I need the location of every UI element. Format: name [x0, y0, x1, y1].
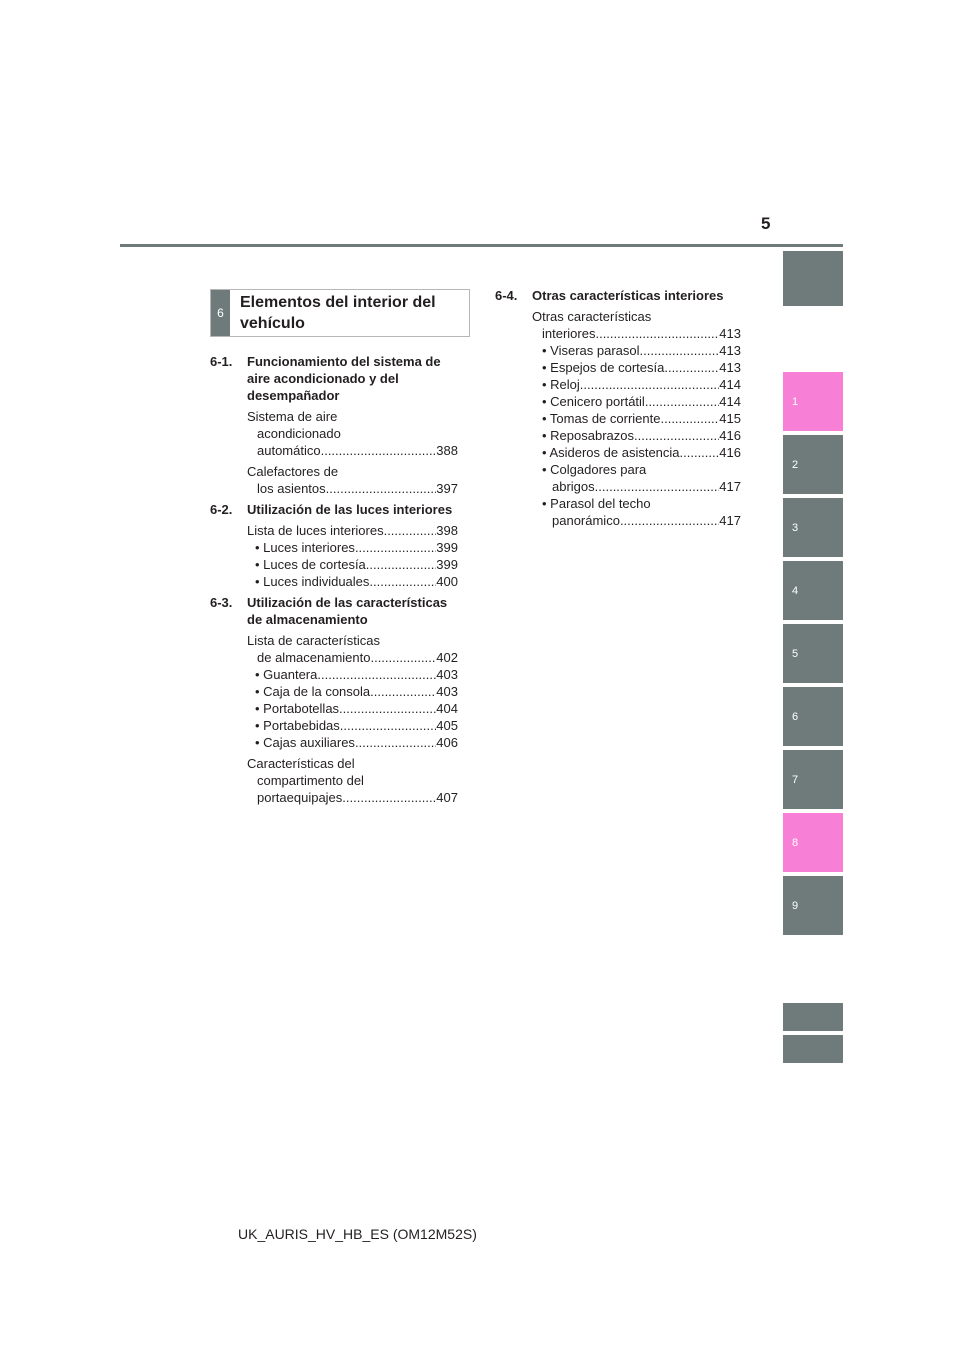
- toc-page-number: 398: [436, 523, 458, 538]
- toc-subentry[interactable]: [247, 556, 458, 573]
- toc-entry-text: • Portabebidas: [255, 718, 340, 733]
- toc-page-number: 406: [436, 735, 458, 750]
- toc-entry[interactable]: [247, 522, 458, 590]
- toc-page-number: 399: [436, 540, 458, 555]
- chapter-tab-3[interactable]: 3: [783, 498, 843, 557]
- toc-entry-text: Calefactores de: [247, 464, 339, 479]
- toc-entry-text: • Luces individuales: [255, 574, 370, 589]
- toc-entry-text: • Parasol del techo: [542, 496, 651, 511]
- toc-entry-text: Características del: [247, 756, 355, 771]
- chapter-tab-6[interactable]: 6: [783, 687, 843, 746]
- toc-entry-text: • Portabotellas: [255, 701, 340, 716]
- toc-entry-text: • Reposabrazos: [542, 428, 634, 443]
- toc-subentry[interactable]: [247, 683, 458, 700]
- dot-leader: [595, 325, 719, 342]
- toc-subentry[interactable]: [247, 717, 458, 734]
- toc-page-number: 388: [436, 443, 458, 458]
- toc-entry-text: • Reloj: [542, 377, 580, 392]
- chapter-tab-top[interactable]: [783, 251, 843, 306]
- toc-heading-number: 6-3.: [210, 595, 233, 610]
- toc-entry[interactable]: [532, 308, 741, 529]
- section-number: 6: [211, 290, 230, 336]
- toc-subentry[interactable]: [247, 734, 458, 751]
- dot-leader: [326, 480, 437, 497]
- dot-leader: [340, 717, 437, 734]
- toc-entry-text: • Caja de la consola: [255, 684, 371, 699]
- toc-page-number: 413: [719, 343, 741, 358]
- toc-heading-number: 6-1.: [210, 354, 233, 369]
- toc-subentry[interactable]: [532, 410, 741, 427]
- toc-left-column: [210, 353, 458, 810]
- toc-page-number: 397: [436, 481, 458, 496]
- toc-entry-text: Otras características: [532, 309, 652, 324]
- chapter-tab-8[interactable]: 8: [783, 813, 843, 872]
- toc-entry-text: • Cajas auxiliares: [255, 735, 355, 750]
- dot-leader: [339, 700, 436, 717]
- toc-page-number: 413: [719, 360, 741, 375]
- toc-heading-6-3[interactable]: [210, 594, 458, 628]
- dot-leader: [321, 442, 437, 459]
- dot-leader: [370, 683, 436, 700]
- chapter-tab-2[interactable]: 2: [783, 435, 843, 494]
- toc-entry-text: interiores: [542, 326, 596, 341]
- dot-leader: [384, 522, 437, 539]
- toc-subentry[interactable]: [532, 359, 741, 376]
- dot-leader: [580, 376, 720, 393]
- toc-page-number: 416: [719, 445, 741, 460]
- toc-page-number: 416: [719, 428, 741, 443]
- toc-page-number: 415: [719, 411, 741, 426]
- toc-entry-text: • Luces interiores: [255, 540, 355, 555]
- toc-heading-number: 6-4.: [495, 288, 518, 303]
- dot-leader: [620, 512, 719, 529]
- toc-entry-text: de almacenamiento: [257, 650, 371, 665]
- toc-entry[interactable]: [247, 632, 458, 751]
- chapter-tab-index-a[interactable]: [783, 1003, 843, 1031]
- dot-leader: [680, 444, 720, 461]
- chapter-tab-7[interactable]: 7: [783, 750, 843, 809]
- chapter-tab-9[interactable]: 9: [783, 876, 843, 935]
- toc-subentry[interactable]: [532, 393, 741, 410]
- toc-page-number: 404: [436, 701, 458, 716]
- toc-entry-text: • Colgadores para: [542, 462, 647, 477]
- chapter-tab-4[interactable]: 4: [783, 561, 843, 620]
- document-footer: UK_AURIS_HV_HB_ES (OM12M52S): [238, 1226, 477, 1242]
- toc-entry-text: • Luces de cortesía: [255, 557, 366, 572]
- toc-page-number: 414: [719, 394, 741, 409]
- toc-entry-text: • Asideros de asistencia: [542, 445, 680, 460]
- toc-entry-text: panorámico: [552, 513, 620, 528]
- chapter-tab-5[interactable]: 5: [783, 624, 843, 683]
- toc-entry-text: Lista de características: [247, 633, 380, 648]
- toc-entry-text: acondicionado: [257, 426, 341, 441]
- toc-entry-text: • Espejos de cortesía: [542, 360, 665, 375]
- toc-subentry[interactable]: [247, 666, 458, 683]
- toc-entry-text: • Guantera: [255, 667, 318, 682]
- chapter-tab-1[interactable]: 1: [783, 372, 843, 431]
- toc-page-number: 403: [436, 667, 458, 682]
- toc-heading-6-4[interactable]: [495, 287, 741, 304]
- toc-entry[interactable]: [247, 463, 458, 497]
- toc-heading-title: Otras características interiores: [532, 288, 724, 303]
- toc-entry-text: los asientos: [257, 481, 326, 496]
- dot-leader: [660, 410, 719, 427]
- toc-subentry[interactable]: [532, 444, 741, 461]
- toc-subentry[interactable]: [532, 376, 741, 393]
- toc-entry-text: • Tomas de corriente: [542, 411, 661, 426]
- toc-subentry[interactable]: [532, 495, 741, 529]
- toc-subentry[interactable]: [532, 342, 741, 359]
- header-rule: [120, 244, 843, 247]
- toc-subentry[interactable]: [247, 573, 458, 590]
- toc-right-column: [495, 287, 741, 533]
- toc-subentry[interactable]: [532, 461, 741, 495]
- toc-page-number: 417: [719, 513, 741, 528]
- toc-entry[interactable]: [247, 755, 458, 806]
- toc-heading-number: 6-2.: [210, 502, 233, 517]
- page-number: 5: [761, 214, 771, 233]
- dot-leader: [640, 342, 720, 359]
- toc-page-number: 402: [436, 650, 458, 665]
- dot-leader: [355, 734, 436, 751]
- toc-page-number: 403: [436, 684, 458, 699]
- section-header: [210, 289, 470, 337]
- toc-subentry[interactable]: [532, 427, 741, 444]
- toc-entry-text: automático: [257, 443, 321, 458]
- toc-page-number: 405: [436, 718, 458, 733]
- toc-entry-text: • Cenicero portátil: [542, 394, 645, 409]
- toc-heading-title: Funcionamiento del sistema de aire acondicionado y del desempañador: [247, 354, 441, 403]
- dot-leader: [370, 649, 436, 666]
- dot-leader: [634, 427, 719, 444]
- dot-leader: [645, 393, 719, 410]
- toc-page-number: 407: [436, 790, 458, 805]
- toc-heading-6-1[interactable]: [210, 353, 458, 404]
- toc-entry-text: compartimento del: [257, 773, 364, 788]
- toc-heading-title: Utilización de las luces interiores: [247, 502, 453, 517]
- toc-subentry[interactable]: [247, 539, 458, 556]
- toc-entry-text: Lista de luces interiores: [247, 523, 384, 538]
- toc-entry-text: Sistema de aire: [247, 409, 338, 424]
- dot-leader: [366, 556, 437, 573]
- toc-entry-text: portaequipajes: [257, 790, 343, 805]
- chapter-tab-index-b[interactable]: [783, 1035, 843, 1063]
- toc-heading-6-2[interactable]: [210, 501, 458, 518]
- toc-page-number: 413: [719, 326, 741, 341]
- dot-leader: [342, 789, 436, 806]
- dot-leader: [664, 359, 719, 376]
- dot-leader: [355, 539, 436, 556]
- dot-leader: [369, 573, 436, 590]
- toc-page-number: 400: [436, 574, 458, 589]
- section-title: Elementos del interior del vehículo: [240, 294, 436, 332]
- toc-entry-text: • Viseras parasol: [542, 343, 640, 358]
- toc-subentry[interactable]: [247, 700, 458, 717]
- toc-heading-title: Utilización de las características de almacenamiento: [247, 595, 448, 627]
- dot-leader: [317, 666, 436, 683]
- toc-entry[interactable]: [247, 408, 458, 459]
- dot-leader: [595, 478, 720, 495]
- toc-entry-text: abrigos: [552, 479, 595, 494]
- toc-page-number: 414: [719, 377, 741, 392]
- toc-page-number: 417: [719, 479, 741, 494]
- toc-page-number: 399: [436, 557, 458, 572]
